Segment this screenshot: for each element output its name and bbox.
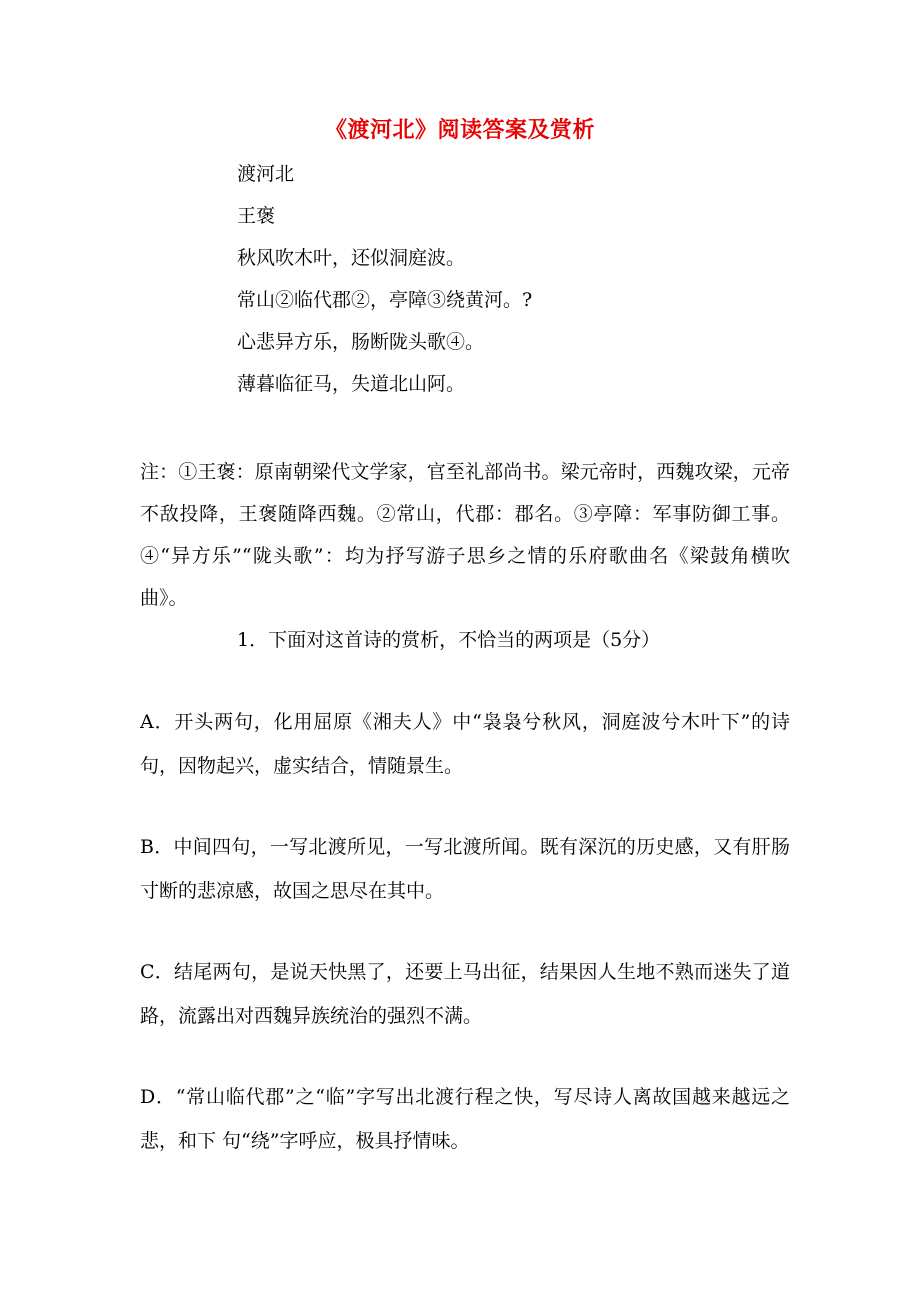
poem-line: 秋风吹木叶，还似洞庭波。 (237, 247, 466, 269)
question-text: 1．下面对这首诗的赏析，不恰当的两项是（5分） (237, 629, 661, 651)
option-d: D．“常山临代郡”之“临”字写出北渡行程之快，写尽诗人离故国越来越远之悲，和下 句“绕”字呼应，极具抒情味。 (140, 1086, 790, 1152)
option-a: A．开头两句，化用屈原《湘夫人》中“袅袅兮秋风，洞庭波兮木叶下”的诗句，因物起兴，虚实结合，情随景生。 (140, 711, 790, 777)
option-b: B．中间四句，一写北渡所见，一写北渡所闻。既有深沉的历史感，又有肝肠寸断的悲凉感，故国之思尽在其中。 (140, 836, 790, 902)
option-c: C．结尾两句，是说天快黑了，还要上马出征，结果因人生地不熟而迷失了道路，流露出对西魏异族统治的强烈不满。 (140, 961, 790, 1027)
document-title: 《渡河北》阅读答案及赏析 (324, 117, 595, 143)
annotation-note: 注：①王褒：原南朝梁代文学家，官至礼部尚书。梁元帝时，西魏攻梁，元帝不敌投降，王褒随降西魏。②常山，代郡：郡名。③亭障：军事防御工事。④“异方乐”“陇头歌”：均为抒写游子思乡之情的乐府歌曲名《梁鼓角横吹曲》。 (140, 461, 790, 609)
poem-title: 渡河北 (237, 163, 295, 185)
poem-line: 薄暮临征马，失道北山阿。 (237, 373, 466, 395)
poem-line: 心悲异方乐，肠断陇头歌④。 (237, 331, 485, 353)
poem-block (237, 157, 532, 409)
poem-line: 常山②临代郡②，亭障③绕黄河。? (237, 289, 533, 311)
poem-author: 王褒 (237, 205, 276, 227)
